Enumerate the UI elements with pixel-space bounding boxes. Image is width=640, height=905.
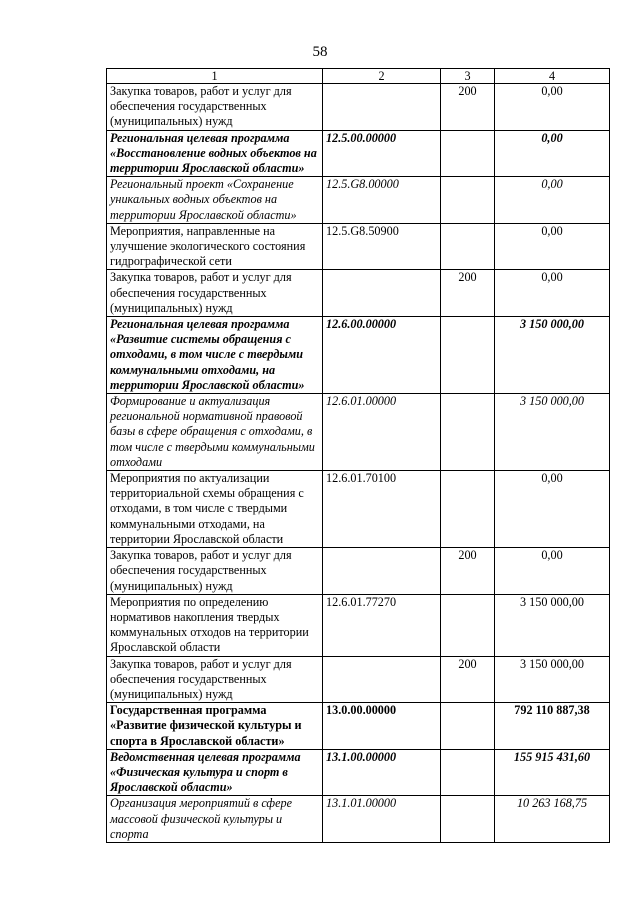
row-name-cell: Региональный проект «Сохранение уникальных водных объектов на территории Ярославской области» [107,177,323,224]
row-code-cell [323,656,441,703]
row-name-cell: Мероприятия по определению нормативов накопления твердых коммунальных отходов на территории Ярославской области [107,594,323,656]
row-name-cell: Закупка товаров, работ и услуг для обеспечения государственных (муниципальных) нужд [107,84,323,131]
row-type-cell [441,223,495,270]
header-cell: 1 [107,69,323,84]
table-row [107,270,610,317]
table-row [107,223,610,270]
row-code-cell: 12.5.G8.00000 [323,177,441,224]
row-code-cell [323,270,441,317]
row-code-cell: 13.1.00.00000 [323,749,441,796]
row-name-cell: Региональная целевая программа «Восстановление водных объектов на территории Ярославской области» [107,130,323,177]
row-type-cell: 200 [441,270,495,317]
header-cell: 2 [323,69,441,84]
row-code-cell: 13.1.01.00000 [323,796,441,843]
row-code-cell: 12.5.00.00000 [323,130,441,177]
row-name-cell: Закупка товаров, работ и услуг для обеспечения государственных (муниципальных) нужд [107,548,323,595]
row-type-cell [441,177,495,224]
table-row [107,130,610,177]
row-code-cell: 13.0.00.00000 [323,703,441,750]
row-name-cell: Организация мероприятий в сфере массовой физической культуры и спорта [107,796,323,843]
row-code-cell: 12.6.01.77270 [323,594,441,656]
row-amount-cell: 10 263 168,75 [495,796,610,843]
table-header-row [107,69,610,84]
row-name-cell: Ведомственная целевая программа «Физическая культура и спорт в Ярославской области» [107,749,323,796]
row-code-cell: 12.6.00.00000 [323,317,441,394]
table-row [107,749,610,796]
table-row [107,594,610,656]
row-amount-cell: 0,00 [495,270,610,317]
row-name-cell: Закупка товаров, работ и услуг для обеспечения государственных (муниципальных) нужд [107,270,323,317]
header-cell: 4 [495,69,610,84]
row-type-cell [441,130,495,177]
row-type-cell [441,703,495,750]
row-name-cell: Мероприятия, направленные на улучшение экологического состояния гидрографической сети [107,223,323,270]
table-row [107,394,610,471]
row-amount-cell: 0,00 [495,177,610,224]
row-type-cell: 200 [441,656,495,703]
row-amount-cell: 3 150 000,00 [495,317,610,394]
table-row [107,471,610,548]
row-amount-cell: 0,00 [495,84,610,131]
row-amount-cell: 0,00 [495,548,610,595]
row-amount-cell: 155 915 431,60 [495,749,610,796]
table-row [107,317,610,394]
row-amount-cell: 792 110 887,38 [495,703,610,750]
row-type-cell [441,471,495,548]
row-code-cell [323,84,441,131]
row-name-cell: Государственная программа «Развитие физической культуры и спорта в Ярославской области» [107,703,323,750]
row-amount-cell: 0,00 [495,130,610,177]
row-name-cell: Мероприятия по актуализации территориальной схемы обращения с отходами, в том числе с твердыми коммунальными отходами, на территории Ярославской области [107,471,323,548]
table-row [107,84,610,131]
row-name-cell: Закупка товаров, работ и услуг для обеспечения государственных (муниципальных) нужд [107,656,323,703]
row-code-cell: 12.5.G8.50900 [323,223,441,270]
row-type-cell [441,594,495,656]
row-amount-cell: 3 150 000,00 [495,656,610,703]
row-type-cell [441,317,495,394]
table-row [107,703,610,750]
table-row [107,656,610,703]
row-type-cell [441,796,495,843]
table-row [107,177,610,224]
row-amount-cell: 0,00 [495,223,610,270]
row-type-cell [441,394,495,471]
table-row [107,796,610,843]
row-amount-cell: 3 150 000,00 [495,594,610,656]
row-code-cell: 12.6.01.70100 [323,471,441,548]
row-type-cell [441,749,495,796]
row-name-cell: Формирование и актуализация региональной нормативной правовой базы в сфере обращения с отходами, в том числе с твердыми коммунальными отходами [107,394,323,471]
page-number: 58 [312,44,328,60]
row-type-cell: 200 [441,548,495,595]
row-type-cell: 200 [441,84,495,131]
row-amount-cell: 0,00 [495,471,610,548]
budget-table [106,68,610,843]
row-code-cell: 12.6.01.00000 [323,394,441,471]
row-amount-cell: 3 150 000,00 [495,394,610,471]
table-row [107,548,610,595]
row-name-cell: Региональная целевая программа «Развитие системы обращения с отходами, в том числе с твердыми коммунальными отходами, на территории Ярославской области» [107,317,323,394]
header-cell: 3 [441,69,495,84]
row-code-cell [323,548,441,595]
